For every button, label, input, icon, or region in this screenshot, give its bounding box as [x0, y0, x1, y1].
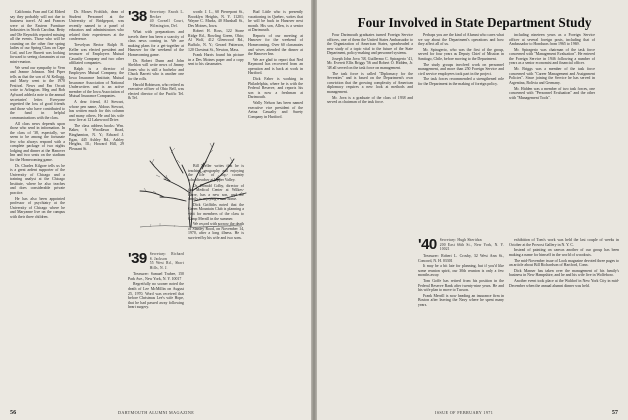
paragraph: Frank Merrill is now heading an insurance firm in Boston after leaving the Navy where he spent many years.: [418, 293, 504, 308]
class-secretary: Secretary: Enoch L. Becker: [149, 10, 184, 19]
paragraph: Dr. Moses Frohlich, dean of Student Personnel at the University of Bridgeport, was recently named to a panel of educators and administrators who related their experiences at the conference.: [69, 10, 124, 42]
paragraph: Joseph John Jova '38, Guillermo C. Spiragerio '41, Mr. Everett Ellis Briggs '56 and Robert O. Hidden, Jr. '48 all served on the task force on management.: [327, 56, 413, 71]
paragraph: Trevelyan Rector Ralph B. Keller was elected president and treasurer of Employers Mutual Casualty Company and two other affiliated companies.: [69, 43, 124, 66]
class-address: 200 East 66th St., New York, N. Y. 10021: [439, 242, 504, 252]
left-column-1: [10, 10, 65, 400]
page-number: 57: [611, 409, 618, 416]
paragraph: Ralph is a director of Employers Mutual Company, the Iowa Insurance Institute, Mutual Insurance Association of National Underwriters and is an active member of the Iowa Association of Mutual Insurance Companies.: [69, 66, 124, 99]
page-footer: ISSUE OF FEBRUARY 1971: [435, 410, 494, 415]
class-box-40: [418, 238, 504, 252]
left-column-2: [69, 10, 124, 400]
paragraph: Mr. Briggs was a member of the task force concerned with "Career Management and Assignment Policies". Since joining the Service he has served in Argentina, Bolivia and Germany.: [509, 67, 595, 85]
paragraph: Bill Weller writes that he is teaching geography and enjoying the life of the country schoolteacher at Upper Valley.: [188, 164, 244, 182]
class-address: 40 Cornell Court, Wilmington, Del.: [149, 19, 184, 28]
paragraph: Dick Faber is working in Philadelphia, where he is with the Federal Reserve, and reports his son is now a freshman at Dartmouth.: [248, 77, 303, 100]
paragraph: The task force is called "Diplomacy for the Seventies" and is based on the Department's own conviction that the growing complexity of American diplomacy requires a new look at methods and management.: [327, 71, 413, 94]
paragraph: Mr. Spiragerio, who was the first of the group, served for four years as Deputy Chief of Mission in Santiago, Chile, before moving to the Department.: [418, 47, 504, 61]
article-headline: Four Involved in State Department Study: [357, 15, 592, 30]
paragraph: Treasurer: Robert L. Crosby, 32 West Ann St., Concord, N. H. 03301: [418, 254, 504, 263]
paragraph: exhibition of Tom's work was held the last couple of weeks in October at the Provost Gallery in N. Y. C.: [509, 238, 619, 247]
paragraph: It may be a bit late for planning, but if you'd like some reunion spirit, our 30th reunion is only a few months away.: [418, 264, 504, 278]
paragraph: Reports of our meeting at Hanover for the weekend of Homecoming. Over 60 classmates and wives attended the dinner at the Hanover Inn.: [248, 33, 303, 57]
right-column-3: [509, 33, 595, 233]
right-column-1: [327, 33, 413, 399]
paragraph: Dick Manser has taken over the management of his family's business in New Hampshire, and he and his wife live in Wolfeboro.: [509, 268, 619, 278]
paragraph: Frank Harris found his picture in a Des Moines paper and a copy sent to his classmates.: [188, 53, 244, 67]
paragraph: We send our sympathy to Vern and Jeanne Johnson. Ned Piper tells us that the son of Al Kellogg, and Marty went to the 1970 Festival. News and Em Orcutt write to Arlington. Meg and Bob Aylward added a note to the annual secretaries' letter. Everyone regretted the loss of good friends and those who have contributed to the fund in helpful communications with the class.: [10, 65, 65, 120]
page-footer: DARTMOUTH ALUMNI MAGAZINE: [118, 410, 195, 415]
paragraph: Mr. Jova is a graduate of the class of 1938 and served as chairman of the task force.: [327, 95, 413, 105]
paragraph: The mid-November issue of Look magazine devoted three pages to an article about Bill Richardson of Hartford, Conn.: [509, 258, 619, 268]
paragraph: The task forces recommended a strengthened role for the Department in the making of foreign policy.: [418, 77, 504, 87]
class-year-number: '40: [418, 238, 437, 252]
paragraph: Tom Goffe has retired from his position in the Federal Reserve Bank after twenty-nine years. He and his wife plan to move to Tucson.: [418, 279, 504, 293]
paragraph: We record with sorrow the death of Stanley Rood, on November 14, 1970, after a long illness. He is survived by his wife and two sons.: [188, 222, 244, 240]
paragraph: Dr. Charles Kilgore tells us he is a great ardent supporter of the University of Chicago and a training analyst at the Chicago Institute, where he also teaches and does considerable private practice.: [10, 163, 65, 195]
class-box-39: [128, 252, 184, 270]
paragraph: A dear friend, Al Stewart, whose pen name, Aldous Stewart, has written much for this column and many others. He and his wife now live at 12 Lakewood Drive.: [69, 99, 124, 123]
paragraph: Treasurer: Samuel Trubee, 150 Park Ave., New York, N. Y. 10017: [128, 272, 184, 281]
left-page: [0, 0, 311, 420]
paragraph: Robert H. Ross, 122 Stone Ridge Rd., Bowling Green, Ohio; Al Wolf, 412 Glenwood Rd., Buffalo, N. Y.; Gerard Patterson, 120 Chestnut St., Newton, Mass.: [188, 29, 244, 52]
paragraph: Harold Robinson, who retired as executive officer of Ohio Bell, was elected director of the Pacific Tel. & Tel.: [128, 82, 184, 101]
class-secretary: Secretary: Hugh Sheridan: [439, 238, 482, 242]
paragraph: Perhaps you are the kind of Alumni who cares what we say about the Department's operations and how they affect all of us.: [418, 33, 504, 47]
paragraph: Another event took place at the Waldorf in New York City in mid-December when the annual alumni dinner was held.: [509, 279, 619, 288]
paragraph: Dr. Robert Dunn and John Sheldon will write news of Jimmy Jones who is still a bachelor and Chuck Barrett who is another one for the rolls.: [128, 58, 184, 81]
paragraph: California. Fran and Cal Eldred say they probably will not due to business travel. Al and Frances were at the Eastern Furniture Industries in North Carolina. Betty and Ole Reynolds reported missing all the events. Those who will be counting on the other fine spring ladies of our Spring Class on Cape Cod, and Lee Barrett was looking forward to seeing classmates at our mini-reunion.: [10, 10, 65, 65]
paragraph: All class news depends upon those who send in information. In the class of '38, especially, we seem to be among the fortunate few who always respond with a complete package of two nights lodging and dinner at the Hanover Inn and two seats on the stadium for the Homecoming game.: [10, 121, 65, 162]
left-column-4: [188, 10, 244, 400]
right-column-4: [418, 238, 504, 400]
paragraph: Wally Nelson has been named executive vice president of the Aetna Casualty and Surety Company in Hartford.: [248, 101, 303, 119]
paragraph: Instead of painting on canvas another of our group has been making a name for himself in the world of woodcuts.: [509, 248, 619, 257]
paragraph: Dr. Donald Colby, director of the Medical Center at Wilkes-Barre, has a new son, and the family is enjoying a new home.: [188, 183, 244, 202]
paragraph: Four Dartmouth graduates turned Foreign Service officers, one of them the United States Ambassador to the Organization of American States, spearheaded a new study of a topic vital to the future of the State Department, policy-making and personnel systems.: [327, 33, 413, 56]
paragraph: Dick Griffiths noted that the Green Mountain Club is planning a visit for members of the class to Camp Merrill in the summer.: [188, 202, 244, 221]
paragraph: Bud Little who is presently vacationing in Quebec, writes that he will be back in Hanover next month. His son, Allen, is a senior at Dartmouth.: [248, 10, 303, 33]
paragraph: The class address books: Wm. Baker, 6 Woodlawn Road, Binghamton, N. Y.; Edward J. Egan, 445 Ashley Rd., Ashley Heights, Ill.; Howard Hill, 29 Pleasant St.: [69, 123, 124, 151]
paragraph: worth: J. L., 60 Pierrepont St., Brooklyn Heights, N. Y. 11201; Wayne C. Marks, 40 Marshall St., Des Moines, Iowa.: [188, 10, 244, 28]
paragraph: Mr. Spiragerio was chairman of the task force concerned with "Management Evaluation". He entered the Foreign Service in 1946 following a number of years as a senior economist and financial officer.: [509, 47, 595, 66]
right-page: [317, 0, 628, 420]
left-column-5: [248, 10, 303, 400]
class-year-number: '38: [128, 10, 147, 25]
paragraph: Mr. Hidden was a member of two task forces, one concerned with "Personnel Evaluation" and the other with "Management Tools".: [509, 86, 595, 100]
page-number: 56: [10, 409, 17, 416]
class-year-number: '39: [128, 251, 147, 267]
right-column-5: [509, 238, 619, 400]
class-secretary: Secretary: Richard S. Jackson: [149, 251, 184, 261]
paragraph: He has also been appointed professor of psychiatry at the University of Chicago where he and Maryanne live on the campus with their three children.: [10, 196, 65, 219]
paragraph: The study groups involved work on personnel management, and more than 250 Foreign Service and civil service employees took part in the project.: [418, 62, 504, 76]
paragraph: We are glad to report that Ned Raymond has recovered from an operation and is back at work in Hartford.: [248, 57, 303, 76]
class-box-38: [128, 10, 184, 28]
paragraph: including nineteen years as a Foreign Service officer at several foreign posts, including that of Ambassador to Honduras from 1965 to 1969.: [509, 33, 595, 47]
paragraph: Regretfully no sooner noted the death of Lee McMillin on August 25, 1970. Word was received that before Christmas Lee's wife Hope, that he had passed away following heart surgery.: [128, 282, 184, 310]
class-address: 55 West Rd., Short Hills, N. J.: [149, 261, 184, 270]
paragraph: What with preparations and travels there has been a scarcity of class news coming in. We are making plans for a get-together at Hanover for the weekend of the Homecoming game.: [128, 30, 184, 57]
